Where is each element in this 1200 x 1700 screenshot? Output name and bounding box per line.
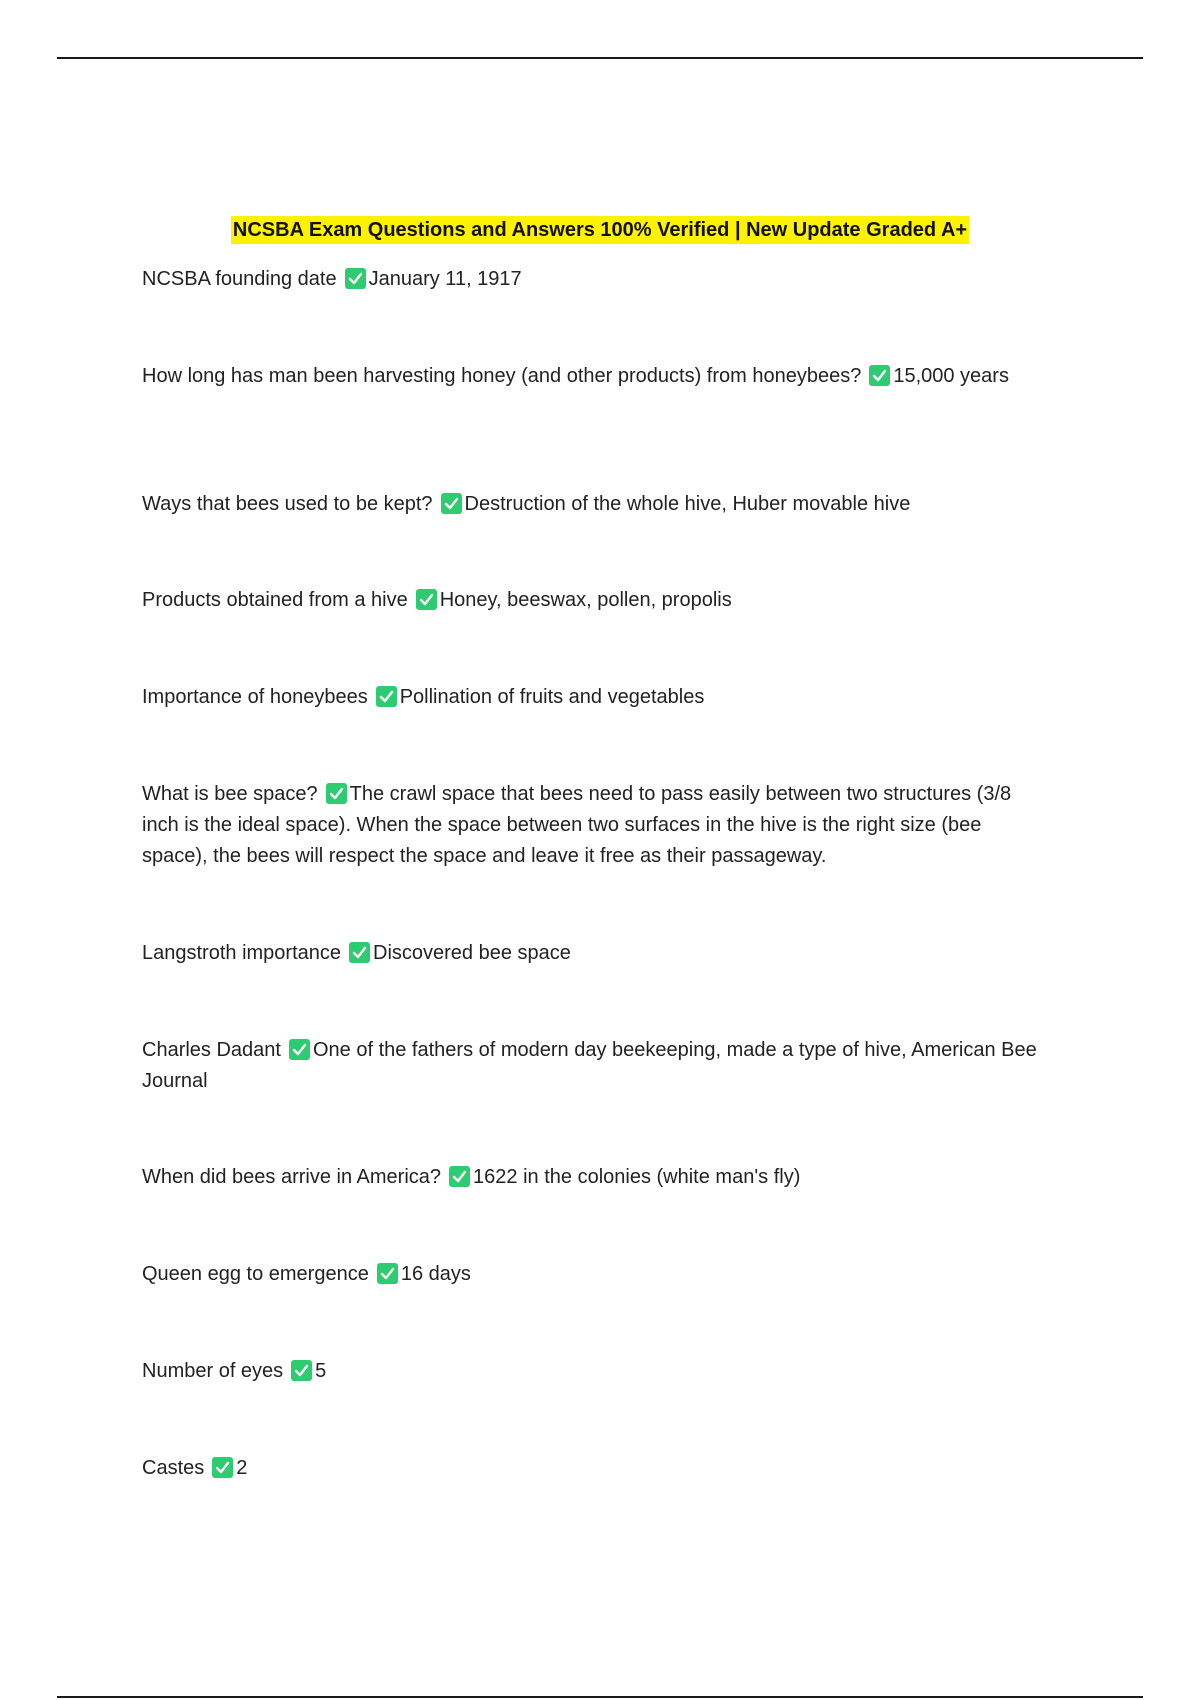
answer-text: Pollination of fruits and vegetables bbox=[399, 686, 705, 708]
check-mark-icon bbox=[441, 493, 462, 514]
answer-text: The crawl space that bees need to pass easily between two structures (3/8 inch is the ideal space). When the space between two surfaces in the hive is the right size (bee space), the bees will respect the space and leave it free as their passageway. bbox=[142, 783, 1012, 867]
check-mark-icon bbox=[326, 783, 347, 804]
question-text: Queen egg to emergence bbox=[142, 1263, 369, 1285]
qa-item bbox=[142, 1356, 1042, 1387]
qa-item bbox=[142, 1453, 1042, 1484]
check-mark-icon bbox=[377, 1263, 398, 1284]
answer-text: 5 bbox=[315, 1360, 327, 1382]
question-text: Ways that bees used to be kept? bbox=[142, 493, 433, 515]
question-text: When did bees arrive in America? bbox=[142, 1166, 442, 1188]
check-mark-icon bbox=[349, 942, 370, 963]
question-text: Number of eyes bbox=[142, 1360, 284, 1382]
question-text: Langstroth importance bbox=[142, 942, 342, 964]
check-mark-icon bbox=[289, 1039, 310, 1060]
question-text: NCSBA founding date bbox=[142, 268, 337, 290]
answer-text: One of the fathers of modern day beekeeping, made a type of hive, American Bee Journal bbox=[142, 1039, 1037, 1092]
answer-text: Destruction of the whole hive, Huber movable hive bbox=[464, 493, 911, 515]
title-block bbox=[0, 216, 1200, 244]
qa-item bbox=[142, 682, 1042, 713]
qa-item bbox=[142, 489, 1042, 520]
answer-text: Honey, beeswax, pollen, propolis bbox=[439, 589, 732, 611]
answer-text: 16 days bbox=[400, 1263, 471, 1285]
answer-text: Discovered bee space bbox=[373, 942, 571, 964]
qa-item bbox=[142, 938, 1042, 969]
qa-item bbox=[142, 585, 1042, 616]
check-mark-icon bbox=[376, 686, 397, 707]
qa-item bbox=[142, 1162, 1042, 1193]
check-mark-icon bbox=[345, 268, 366, 289]
page-title: NCSBA Exam Questions and Answers 100% Verified | New Update Graded A+ bbox=[231, 216, 969, 244]
qa-item bbox=[142, 1259, 1042, 1290]
check-mark-icon bbox=[449, 1166, 470, 1187]
bottom-rule bbox=[57, 1696, 1143, 1698]
question-text: What is bee space? bbox=[142, 783, 318, 805]
question-text: Castes bbox=[142, 1457, 205, 1479]
question-text: Products obtained from a hive bbox=[142, 589, 408, 611]
check-mark-icon bbox=[291, 1360, 312, 1381]
qa-item bbox=[142, 264, 1042, 295]
answer-text: 2 bbox=[236, 1457, 248, 1479]
answer-text: 15,000 years bbox=[893, 365, 1009, 387]
check-mark-icon bbox=[416, 589, 437, 610]
check-mark-icon bbox=[869, 365, 890, 386]
qa-item bbox=[142, 1035, 1042, 1097]
top-rule bbox=[57, 57, 1143, 59]
question-text: Charles Dadant bbox=[142, 1039, 281, 1061]
question-text: Importance of honeybees bbox=[142, 686, 368, 708]
check-mark-icon bbox=[212, 1457, 233, 1478]
answer-text: 1622 in the colonies (white man's fly) bbox=[473, 1166, 801, 1188]
qa-item bbox=[142, 361, 1042, 392]
answer-text: January 11, 1917 bbox=[368, 268, 522, 290]
question-text: How long has man been harvesting honey (and other products) from honeybees? bbox=[142, 365, 862, 387]
qa-item bbox=[142, 779, 1042, 872]
